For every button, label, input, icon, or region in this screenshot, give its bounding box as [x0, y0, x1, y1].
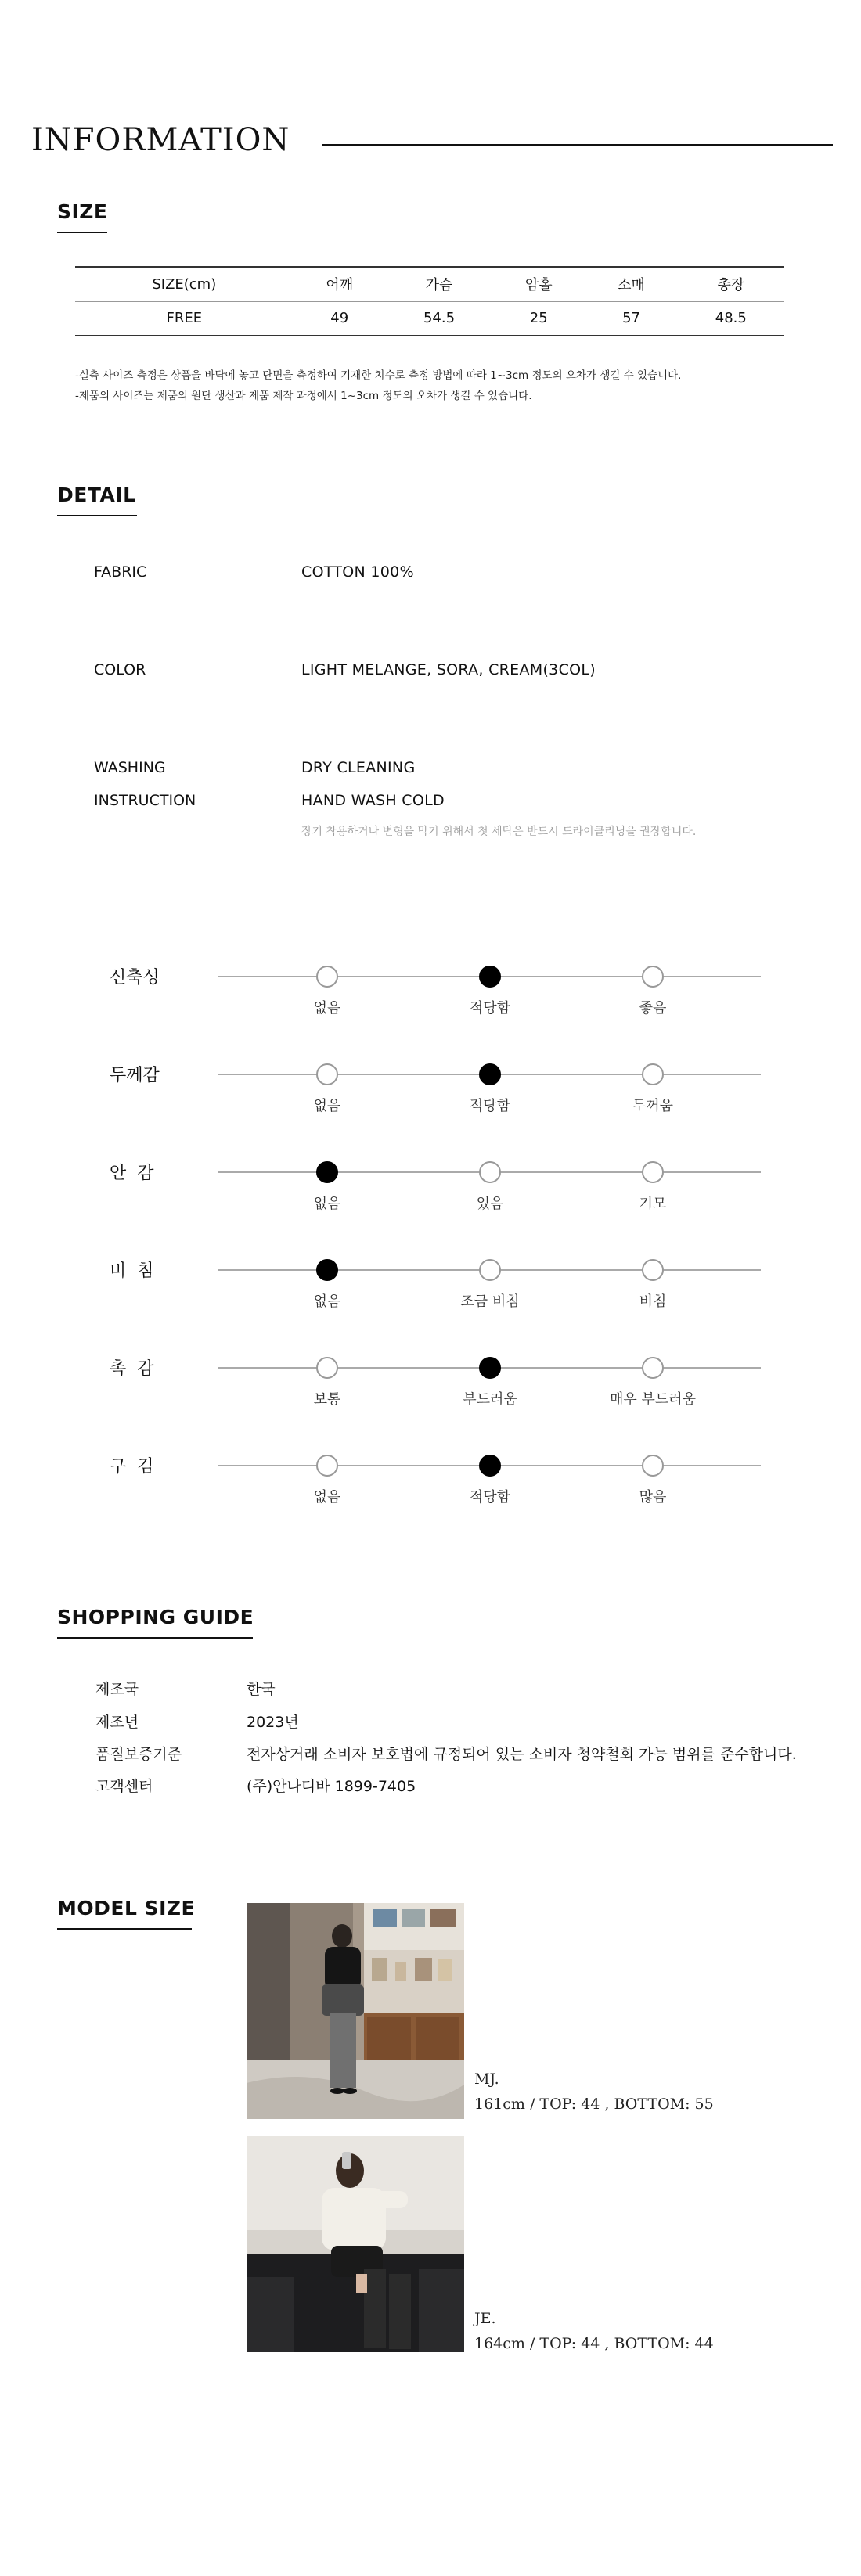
scale-option-label: 없음: [313, 1098, 341, 1114]
scale-dot-selected: [316, 1259, 338, 1281]
size-heading-underline: [57, 232, 107, 233]
size-cell: 48.5: [715, 310, 747, 327]
size-col-header: 암홀: [524, 277, 553, 294]
color-value: LIGHT MELANGE, SORA, CREAM(3COL): [301, 661, 596, 678]
scale-dot: [316, 1063, 338, 1085]
guide-label-support: 고객센터: [95, 1778, 153, 1795]
size-col-header: SIZE(cm): [152, 275, 217, 293]
fabric-value: COTTON 100%: [301, 563, 414, 581]
scale-option-label: 보통: [313, 1391, 341, 1408]
model-name-je: JE.: [474, 2310, 496, 2327]
guide-label-country: 제조국: [95, 1681, 139, 1698]
scale-label: 구 김: [110, 1457, 154, 1477]
scale-dot: [642, 1063, 664, 1085]
instruction-label: INSTRUCTION: [94, 792, 196, 809]
size-cell: 54.5: [423, 310, 456, 327]
scale-dot: [479, 1259, 501, 1281]
size-heading: SIZE: [57, 200, 108, 223]
scale-option-label: 적당함: [469, 1489, 511, 1506]
size-col-header: 어깨: [326, 277, 354, 294]
scale-option-label: 부드러움: [463, 1391, 517, 1408]
size-col-header: 총장: [717, 277, 745, 294]
size-table: [75, 266, 784, 336]
size-table-header-row: [75, 267, 784, 301]
guide-value-support: (주)안나디바 1899-7405: [247, 1778, 416, 1795]
size-cell: FREE: [166, 310, 203, 327]
scale-option-label: 없음: [313, 1196, 341, 1212]
model-photo-je: [247, 2136, 464, 2352]
scale-option-label: 적당함: [469, 1098, 511, 1114]
guide-value-warranty: 전자상거래 소비자 보호법에 규정되어 있는 소비자 청약철회 가능 범위를 준수합니다.: [247, 1746, 797, 1763]
scale-option-label: 없음: [313, 1489, 341, 1506]
scale-dot: [642, 1161, 664, 1183]
scale-dot-selected: [479, 1455, 501, 1477]
size-table-row: [75, 301, 784, 336]
model-size-underline: [57, 1928, 192, 1930]
model-info-je: 164cm / TOP: 44 , BOTTOM: 44: [474, 2335, 714, 2352]
scale-label: 신축성: [110, 968, 160, 988]
washing-note: 장기 착용하거나 변형을 막기 위해서 첫 세탁은 반드시 드라이클리닝을 권장합니다.: [301, 826, 697, 838]
scale-option-label: 없음: [313, 1000, 341, 1016]
fabric-label: FABRIC: [94, 563, 147, 581]
scale-option-label: 없음: [313, 1293, 341, 1310]
size-col-header: 소매: [618, 277, 645, 294]
scale-dot-selected: [479, 966, 501, 988]
scale-option-label: 좋음: [639, 1000, 667, 1016]
size-cell: 49: [330, 310, 349, 327]
scale-option-label: 기모: [639, 1196, 667, 1212]
detail-heading-underline: [57, 515, 137, 516]
guide-label-year: 제조년: [95, 1714, 139, 1731]
guide-value-country: 한국: [247, 1681, 276, 1698]
washing-label: WASHING: [94, 759, 166, 776]
model-info-mj: 161cm / TOP: 44 , BOTTOM: 55: [474, 2096, 714, 2113]
scale-dot-selected: [316, 1161, 338, 1183]
scale-label: 두께감: [110, 1066, 160, 1085]
scale-option-label: 적당함: [469, 1000, 511, 1016]
scale-label: 안 감: [110, 1164, 154, 1183]
shopping-guide-underline: [57, 1637, 253, 1639]
model-name-mj: MJ.: [474, 2071, 499, 2088]
scale-dot: [642, 1259, 664, 1281]
scale-option-label: 비침: [639, 1293, 667, 1310]
scale-dot: [316, 1357, 338, 1379]
scale-label: 촉 감: [110, 1359, 154, 1379]
scale-dot: [642, 1455, 664, 1477]
scale-option-label: 많음: [639, 1489, 667, 1506]
model-photo-mj: [247, 1903, 464, 2119]
shopping-guide-heading: SHOPPING GUIDE: [57, 1606, 254, 1628]
scale-dot: [479, 1161, 501, 1183]
scale-label: 비 침: [110, 1261, 154, 1281]
scale-dot: [316, 966, 338, 988]
scale-option-label: 있음: [476, 1196, 504, 1212]
scale-dot: [316, 1455, 338, 1477]
size-col-header: 가슴: [425, 277, 453, 294]
scale-option-label: 두꺼움: [632, 1098, 674, 1114]
instruction-value: HAND WASH COLD: [301, 792, 445, 809]
size-cell: 25: [529, 310, 548, 327]
detail-heading: DETAIL: [57, 484, 136, 506]
washing-value: DRY CLEANING: [301, 759, 416, 776]
size-note: -실측 사이즈 측정은 상품을 바닥에 놓고 단면을 측정하여 기재한 치수로 측정 방법에 따라 1~3cm 정도의 오차가 생길 수 있습니다.: [75, 369, 682, 382]
scale-dot: [642, 1357, 664, 1379]
color-label: COLOR: [94, 661, 146, 678]
information-title: INFORMATION: [31, 122, 290, 158]
guide-value-year: 2023년: [247, 1714, 299, 1731]
scale-option-label: 조금 비침: [460, 1293, 520, 1310]
scale-dot-selected: [479, 1357, 501, 1379]
size-cell: 57: [622, 310, 640, 327]
scale-dot: [642, 966, 664, 988]
scale-dot-selected: [479, 1063, 501, 1085]
information-divider: [322, 144, 833, 146]
scale-option-label: 매우 부드러움: [609, 1391, 697, 1408]
model-size-heading: MODEL SIZE: [57, 1897, 196, 1919]
guide-label-warranty: 품질보증기준: [95, 1746, 182, 1763]
size-note: -제품의 사이즈는 제품의 원단 생산과 제품 제작 과정에서 1~3cm 정도의 오차가 생길 수 있습니다.: [75, 390, 532, 402]
